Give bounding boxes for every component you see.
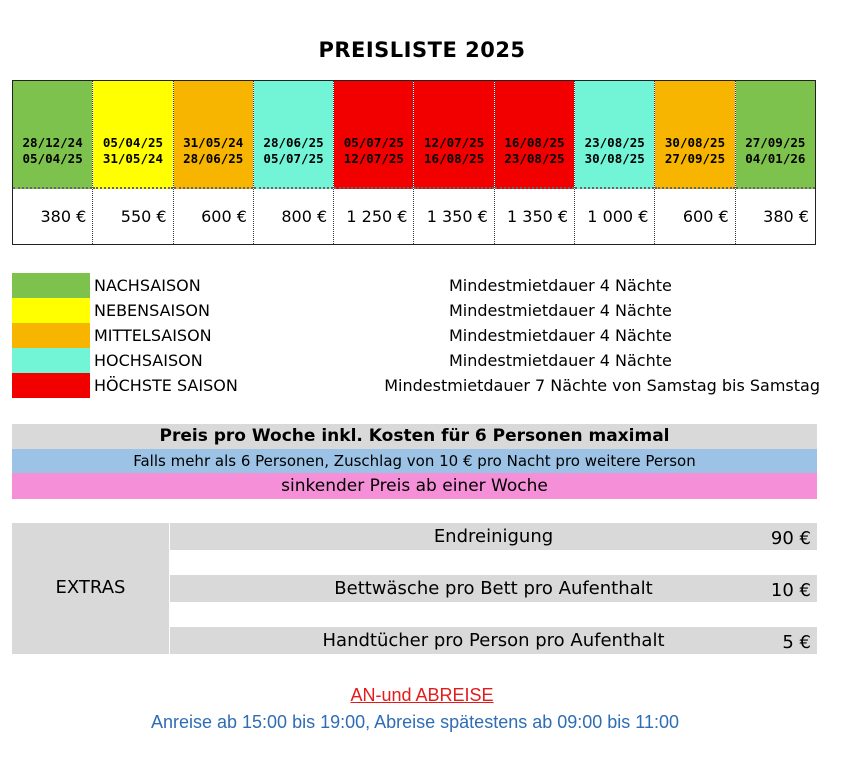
season-swatch (12, 323, 90, 348)
legend-row (12, 298, 820, 323)
period-column (13, 81, 93, 244)
period-from: 05/07/25 (343, 135, 404, 150)
period-price: 380 € (736, 189, 815, 244)
weekly-price-note: Preis pro Woche inkl. Kosten für 6 Personen maximal (12, 424, 817, 449)
period-from: 28/12/24 (22, 135, 83, 150)
period-dates (13, 81, 92, 189)
season-rule: Mindestmietdauer 4 Nächte (449, 276, 672, 295)
period-to: 16/08/25 (424, 151, 485, 166)
period-from: 30/08/25 (664, 135, 726, 150)
price-table (12, 80, 816, 245)
season-legend (12, 273, 820, 398)
period-to: 31/05/24 (102, 151, 164, 166)
period-to: 05/04/25 (22, 151, 83, 166)
period-dates (174, 81, 253, 189)
period-dates (495, 81, 574, 189)
extras-label: EXTRAS (55, 577, 126, 598)
period-column (334, 81, 414, 244)
extra-amount: 90 € (770, 528, 811, 549)
period-dates (575, 81, 654, 189)
period-price: 550 € (93, 189, 172, 244)
page-title: PREISLISTE 2025 (318, 38, 526, 62)
extra-item (170, 523, 817, 550)
period-from: 31/05/24 (183, 135, 244, 150)
legend-row (12, 273, 820, 298)
period-to: 30/08/25 (584, 151, 645, 166)
legend-row (12, 348, 820, 373)
arrival-title: AN-und ABREISE (350, 685, 494, 705)
season-label: NEBENSAISON (94, 301, 210, 320)
extra-item (170, 575, 817, 602)
period-to: 28/06/25 (183, 151, 244, 166)
legend-row (12, 373, 820, 398)
period-price: 380 € (13, 189, 92, 244)
extra-amount: 10 € (770, 580, 811, 601)
period-column (575, 81, 655, 244)
extra-amount: 5 € (782, 632, 811, 653)
period-dates (655, 81, 734, 189)
period-from: 23/08/25 (584, 135, 645, 150)
period-dates (736, 81, 815, 189)
extra-description: Endreinigung (433, 526, 554, 547)
season-label: HOCHSAISON (94, 351, 203, 370)
period-to: 23/08/25 (504, 151, 565, 166)
period-from: 27/09/25 (745, 135, 806, 150)
season-rule: Mindestmietdauer 7 Nächte von Samstag bis Samstag (384, 376, 820, 395)
period-from: 05/04/25 (102, 135, 164, 150)
period-to: 05/07/25 (263, 151, 324, 166)
season-label: HÖCHSTE SAISON (94, 376, 238, 395)
period-column (93, 81, 173, 244)
period-price: 800 € (254, 189, 333, 244)
season-label: MITTELSAISON (94, 326, 212, 345)
season-rule: Mindestmietdauer 4 Nächte (449, 301, 672, 320)
period-price: 600 € (655, 189, 734, 244)
period-column (254, 81, 334, 244)
season-label: NACHSAISON (94, 276, 201, 295)
period-price: 600 € (174, 189, 253, 244)
surcharge-note: Falls mehr als 6 Personen, Zuschlag von 10 € pro Nacht pro weitere Person (12, 449, 817, 473)
period-from: 28/06/25 (263, 135, 324, 150)
discount-note: sinkender Preis ab einer Woche (12, 473, 817, 499)
period-dates (414, 81, 493, 189)
period-price: 1 350 € (414, 189, 493, 244)
period-to: 04/01/26 (745, 151, 806, 166)
period-dates (93, 81, 172, 189)
period-price: 1 250 € (334, 189, 413, 244)
period-dates (254, 81, 333, 189)
period-price: 1 350 € (495, 189, 574, 244)
season-swatch (12, 298, 90, 323)
extra-description: Handtücher pro Person pro Aufenthalt (322, 630, 665, 651)
period-price: 1 000 € (575, 189, 654, 244)
period-column (414, 81, 494, 244)
period-dates (334, 81, 413, 189)
season-swatch (12, 348, 90, 373)
period-column (495, 81, 575, 244)
legend-row (12, 323, 820, 348)
season-swatch (12, 273, 90, 298)
extra-item (170, 627, 817, 654)
season-rule: Mindestmietdauer 4 Nächte (449, 351, 672, 370)
period-to: 27/09/25 (664, 151, 726, 166)
period-column (655, 81, 735, 244)
arrival-text: Anreise ab 15:00 bis 19:00, Abreise spätestens ab 09:00 bis 11:00 (150, 712, 680, 732)
season-swatch (12, 373, 90, 398)
season-rule: Mindestmietdauer 4 Nächte (449, 326, 672, 345)
period-column (736, 81, 815, 244)
period-from: 12/07/25 (424, 135, 485, 150)
period-to: 12/07/25 (343, 151, 404, 166)
period-column (174, 81, 254, 244)
extra-description: Bettwäsche pro Bett pro Aufenthalt (334, 578, 653, 599)
period-from: 16/08/25 (504, 135, 565, 150)
